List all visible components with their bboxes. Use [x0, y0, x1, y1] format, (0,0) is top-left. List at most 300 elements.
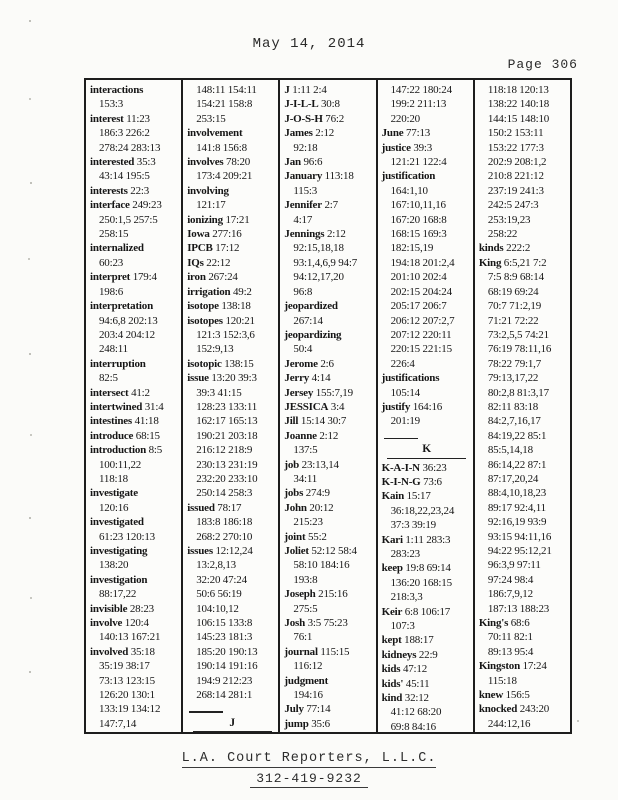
index-term: interest [90, 112, 124, 125]
index-continuation-line: 150:2 153:11 [487, 127, 544, 140]
index-continuation-line: 128:23 133:11 [196, 400, 258, 413]
index-continuation-line: 71:21 72:22 [487, 314, 539, 327]
index-entry-line: interface 249:23 [90, 199, 162, 212]
index-continuation-line: 85:5,14,18 [487, 444, 533, 457]
index-continuation-line: 202:15 204:24 [390, 285, 452, 298]
index-entry-line: June 77:13 [381, 127, 431, 140]
index-continuation-line: 93:15 94:11,16 [487, 530, 552, 543]
index-continuation-line: 258:22 [487, 228, 518, 241]
index-entry-line: journal 115:15 [284, 645, 350, 658]
index-continuation-line: 232:20 233:10 [196, 472, 258, 485]
index-continuation-line: 216:12 218:9 [196, 444, 253, 457]
index-continuation-line: 248:11 [99, 343, 128, 356]
index-term: Joliet [284, 545, 309, 557]
index-continuation-line: 70:7 71:2,19 [487, 300, 542, 313]
index-term: K-A-I-N [381, 461, 420, 474]
index-continuation-line: 220:20 [390, 112, 420, 125]
index-continuation-line: 121:21 122:4 [390, 156, 447, 169]
index-entry-line [90, 299, 180, 313]
index-term: Joseph [284, 588, 316, 601]
index-term: investigating [90, 545, 148, 557]
index-term: jobs [284, 487, 304, 500]
index-entry-line: J-O-S-H 76:2 [284, 112, 345, 125]
index-term: jeopardizing [284, 328, 342, 341]
index-term: kids' [381, 677, 404, 690]
index-continuation-line: 88:17,22 [99, 588, 137, 601]
index-continuation-line: 41:12 68:20 [390, 706, 442, 719]
index-continuation-line: 275:5 [293, 602, 318, 615]
index-continuation-line: 278:24 283:13 [99, 141, 161, 154]
index-entry-line: intestines 41:18 [90, 415, 159, 428]
index-entry-line: job 23:13,14 [284, 458, 339, 471]
index-continuation-line: 37:3 39:19 [390, 519, 436, 532]
index-entry-line: isotopic 138:15 [187, 357, 254, 370]
index-continuation-line: 35:19 38:17 [99, 660, 150, 673]
index-continuation-line: 88:4,10,18,23 [487, 487, 547, 500]
index-continuation-line: 76:19 78:11,16 [487, 343, 552, 356]
index-term: isotope [187, 300, 219, 313]
index-term: jeopardized [284, 300, 338, 313]
index-continuation-line: 133:19 134:12 [99, 703, 161, 716]
index-term: kept [381, 634, 402, 647]
index-continuation-line: 182:15,19 [390, 242, 434, 255]
index-entry-line: ionizing 17:21 [187, 213, 250, 226]
scan-noise [29, 20, 31, 22]
index-term: January [284, 170, 323, 183]
index-entry-line: isotope 138:18 [187, 300, 251, 313]
index-continuation-line: 60:23 [99, 256, 124, 269]
index-term: involves [187, 156, 224, 169]
index-entry-line: iron 267:24 [187, 271, 238, 284]
index-continuation-line: 92:16,19 93:9 [487, 516, 547, 529]
index-entry-line: J-I-L-L 30:8 [284, 98, 340, 111]
index-continuation-line: 116:12 [293, 660, 323, 673]
index-entry-line [90, 515, 180, 529]
index-term: interactions [90, 84, 144, 96]
index-entry-line [187, 184, 277, 198]
index-term: June [381, 127, 404, 140]
index-term: involved [90, 645, 129, 658]
index-term: judgment [284, 674, 329, 687]
section-divider-rule [382, 429, 472, 443]
court-reporter-name: L.A. Court Reporters, L.L.C. [181, 751, 437, 766]
index-continuation-line: 121:17 [196, 199, 226, 212]
page-number: Page 306 [507, 57, 578, 72]
index-entry-line: Kari 1:11 283:3 [381, 533, 451, 546]
index-continuation-line: 147:7,14 [99, 717, 137, 730]
index-entry-line: Kain 15:17 [381, 490, 431, 503]
index-continuation-line: 226:4 [390, 357, 415, 370]
index-continuation-line: 7:5 8:9 68:14 [487, 271, 544, 284]
index-term: Jennifer [284, 199, 322, 212]
section-divider-rule [187, 702, 277, 716]
index-term: investigation [90, 573, 148, 586]
index-term: King's [478, 617, 509, 630]
index-continuation-line: 167:10,11,16 [390, 199, 446, 212]
index-continuation-line: 69:8 84:16 [390, 720, 436, 732]
index-entry-line: issued 78:17 [187, 501, 242, 514]
index-entry-line: kept 188:17 [381, 634, 434, 647]
index-entry-line [90, 241, 180, 255]
index-continuation-line: 87:17,20,24 [487, 472, 539, 485]
index-term: interpretation [90, 300, 153, 313]
index-term: involve [90, 617, 123, 630]
index-entry-line [90, 544, 180, 558]
index-continuation-line: 96:8 [293, 285, 313, 298]
index-continuation-line: 145:23 181:3 [196, 631, 253, 644]
index-continuation-line: 92:18 [293, 141, 318, 154]
index-term: kinds [478, 242, 504, 255]
index-continuation-line: 230:13 231:19 [196, 458, 258, 471]
index-term: isotopes [187, 314, 223, 327]
footer [0, 748, 618, 788]
index-term: JESSICA [284, 400, 329, 413]
index-column-5 [475, 80, 570, 732]
index-column-4 [378, 80, 475, 732]
index-term: Jerry [284, 372, 310, 385]
index-term: Kingston [478, 660, 521, 673]
index-term: J-O-S-H [284, 112, 323, 125]
index-continuation-line: 43:14 195:5 [99, 170, 150, 183]
index-term: iron [187, 271, 206, 284]
index-term: IPCB [187, 242, 213, 255]
index-entry-line: Jan 96:6 [284, 156, 323, 169]
index-term: kind [381, 692, 403, 705]
index-term: James [284, 127, 313, 140]
index-entry-line: Jerome 2:6 [284, 357, 334, 370]
index-entry-line: keep 19:8 69:14 [381, 562, 451, 575]
index-continuation-line: 76:1 [293, 631, 313, 644]
index-continuation-line: 253:19,23 [487, 213, 531, 226]
index-continuation-line: 283:23 [390, 547, 420, 560]
index-continuation-line: 82:5 [99, 372, 118, 385]
index-continuation-line: 267:14 [293, 314, 323, 327]
index-continuation-line: 104:10,12 [196, 602, 239, 615]
index-continuation-line: 89:17 92:4,11 [487, 501, 546, 514]
index-term: irrigation [187, 285, 231, 298]
index-continuation-line: 97:24 98:4 [487, 573, 534, 586]
index-entry-line: joint 55:2 [284, 530, 327, 543]
index-continuation-line: 201:19 [390, 415, 420, 428]
index-continuation-line: 186:7,9,12 [487, 588, 533, 601]
index-entry-line: knew 156:5 [478, 689, 530, 702]
index-column-3 [280, 80, 377, 732]
index-entry-line: justice 39:3 [381, 141, 433, 154]
index-term: investigate [90, 487, 138, 500]
index-entry-line: Jill 15:14 30:7 [284, 415, 347, 428]
index-entry-line: kinds 222:2 [478, 242, 531, 255]
index-entry-line: Joanne 2:12 [284, 429, 339, 442]
index-continuation-line: 136:20 168:15 [390, 576, 452, 589]
index-entry-line [90, 573, 180, 587]
index-continuation-line: 152:9,13 [196, 343, 234, 356]
index-continuation-line: 100:11,22 [99, 458, 142, 471]
index-continuation-line: 194:16 [293, 689, 323, 702]
index-continuation-line: 13:2,8,13 [196, 559, 236, 572]
section-letter: J [193, 717, 272, 732]
index-continuation-line: 185:20 190:13 [196, 645, 258, 658]
index-term: IQs [187, 256, 204, 269]
index-entry-line: isotopes 120:21 [187, 314, 255, 327]
index-entry-line: IPCB 17:12 [187, 242, 240, 255]
index-entry-line: introduction 8:5 [90, 444, 163, 457]
index-term: July [284, 703, 304, 716]
index-entry-line: kidneys 22:9 [381, 648, 438, 661]
index-term: justice [381, 141, 411, 154]
index-term: J [284, 84, 290, 96]
index-continuation-line: 118:18 [99, 472, 128, 485]
index-term: Josh [284, 617, 306, 630]
index-entry-line [382, 371, 472, 385]
index-entry-line: Jennings 2:12 [284, 228, 346, 241]
index-entry-line: interest 11:23 [90, 112, 150, 125]
index-entry-line: involved 35:18 [90, 645, 155, 658]
index-continuation-line: 96:3,9 97:11 [487, 559, 541, 572]
index-term: Joanne [284, 429, 317, 442]
index-continuation-line: 148:11 154:11 [196, 84, 257, 96]
index-continuation-line: 140:13 167:21 [99, 631, 161, 644]
index-term: King [478, 256, 502, 269]
index-entry-line: Joseph 215:16 [284, 588, 348, 601]
index-entry-line: introduce 68:15 [90, 429, 160, 442]
index-term: Kain [381, 490, 405, 503]
index-continuation-line: 220:15 221:15 [390, 343, 452, 356]
index-column-1 [86, 80, 183, 732]
index-entry-line: interested 35:3 [90, 156, 156, 169]
index-continuation-line: 173:4 209:21 [196, 170, 253, 183]
index-continuation-line: 94:12,17,20 [293, 271, 344, 284]
index-entry-line: IQs 22:12 [187, 256, 231, 269]
index-term: job [284, 458, 300, 471]
index-term: interpret [90, 271, 131, 284]
index-continuation-line: 70:11 82:1 [487, 631, 533, 644]
index-term: Jan [284, 156, 301, 169]
index-term: knew [478, 689, 504, 702]
index-continuation-line: 183:8 186:18 [196, 516, 253, 529]
index-entry-line: January 113:18 [284, 170, 354, 183]
index-continuation-line: 39:3 41:15 [196, 386, 242, 399]
index-entry-line: JESSICA 3:4 [284, 400, 345, 413]
index-term: knocked [478, 703, 518, 716]
index-entry-line: issues 12:12,24 [187, 545, 253, 557]
index-term: Jill [284, 415, 299, 428]
index-entry-line [284, 299, 374, 313]
index-continuation-line: 190:14 191:16 [196, 660, 258, 673]
index-term: Iowa [187, 228, 210, 241]
index-continuation-line: 250:1,5 257:5 [99, 213, 158, 226]
index-continuation-line: 137:5 [293, 444, 318, 457]
word-index-table [84, 78, 572, 734]
index-entry-line [90, 486, 180, 500]
index-continuation-line: 86:14,22 87:1 [487, 458, 547, 471]
index-continuation-line: 121:3 152:3,6 [196, 328, 255, 341]
index-continuation-line: 94:22 95:12,21 [487, 545, 552, 557]
index-entry-line: kids' 45:11 [381, 677, 430, 690]
index-continuation-line: 190:21 203:18 [196, 429, 258, 442]
index-continuation-line: 138:20 [99, 559, 129, 572]
index-term: ionizing [187, 213, 223, 226]
index-term: kidneys [381, 648, 417, 661]
index-continuation-line: 78:22 79:1,7 [487, 357, 542, 370]
index-continuation-line: 198:6 [99, 285, 124, 298]
index-continuation-line: 36:18,22,23,24 [390, 504, 455, 517]
index-continuation-line: 193:8 [293, 573, 318, 586]
index-entry-line [90, 83, 180, 97]
index-term: introduction [90, 444, 147, 457]
index-term: keep [381, 562, 403, 575]
index-entry-line: Jersey 155:7,19 [284, 386, 353, 399]
index-continuation-line: 268:2 270:10 [196, 530, 253, 543]
index-continuation-line: 107:3 [390, 620, 415, 632]
index-continuation-line: 115:3 [293, 184, 318, 197]
index-continuation-line: 199:2 211:13 [390, 98, 447, 111]
index-continuation-line: 94:6,8 202:13 [99, 314, 158, 327]
index-entry-line: Jennifer 2:7 [284, 199, 338, 212]
index-entry-line: Keir 6:8 106:17 [381, 605, 451, 618]
index-continuation-line: 79:13,17,22 [487, 372, 539, 385]
index-entry-line [90, 357, 180, 371]
index-continuation-line: 186:3 226:2 [99, 127, 150, 140]
index-continuation-line: 34:11 [293, 472, 318, 485]
index-continuation-line: 244:12,16 [487, 717, 531, 730]
index-continuation-line: 50:4 [293, 343, 313, 356]
index-term: journal [284, 645, 318, 658]
index-continuation-line: 242:5 247:3 [487, 199, 539, 212]
index-continuation-line: 92:15,18,18 [293, 242, 344, 255]
index-continuation-line: 115:18 [487, 674, 517, 687]
index-continuation-line: 120:16 [99, 501, 129, 514]
index-term: issues [187, 545, 213, 557]
index-continuation-line: 154:21 158:8 [196, 98, 253, 111]
document-date: May 14, 2014 [252, 36, 366, 52]
index-entry-line: jump 35:6 [284, 717, 330, 730]
index-continuation-line: 58:10 184:16 [293, 559, 350, 572]
index-entry-line: knocked 243:20 [478, 703, 550, 716]
index-entry-line: involves 78:20 [187, 156, 251, 169]
index-continuation-line: 207:12 220:11 [390, 328, 452, 341]
index-entry-line: J 1:11 2:4 [284, 84, 327, 96]
index-continuation-line: 203:4 204:12 [99, 328, 155, 341]
index-entry-line: justify 164:16 [381, 400, 443, 413]
index-entry-line: intersect 41:2 [90, 386, 150, 399]
index-continuation-line: 50:6 56:19 [196, 588, 242, 601]
index-term: Jersey [284, 386, 314, 399]
index-entry-line: Jerry 4:14 [284, 372, 331, 385]
index-continuation-line: 153:22 177:3 [487, 141, 544, 154]
index-term: John [284, 501, 307, 514]
index-term: issued [187, 501, 215, 514]
index-term: intersect [90, 386, 129, 399]
index-term: invisible [90, 602, 128, 615]
index-term: interface [90, 199, 130, 212]
index-entry-line: interpret 179:4 [90, 271, 157, 284]
index-continuation-line: 84:2,7,16,17 [487, 415, 541, 428]
index-entry-line: John 20:12 [284, 501, 334, 514]
index-term: kids [381, 663, 401, 676]
index-continuation-line: 153:3 [99, 98, 124, 111]
index-continuation-line: 253:15 [196, 112, 226, 125]
index-term: issue [187, 372, 209, 385]
index-continuation-line: 32:20 47:24 [196, 573, 247, 586]
index-continuation-line: 215:23 [293, 516, 323, 529]
index-term: interested [90, 156, 135, 169]
court-reporter-phone: 312-419-9232 [250, 771, 368, 788]
index-continuation-line: 73:2,5,5 74:21 [487, 328, 549, 341]
index-continuation-line: 202:9 208:1,2 [487, 156, 547, 169]
index-continuation-line: 89:13 95:4 [487, 645, 534, 658]
index-continuation-line: 206:12 207:2,7 [390, 314, 455, 327]
index-continuation-line: 73:13 123:15 [99, 674, 155, 687]
index-continuation-line: 205:17 206:7 [390, 300, 447, 313]
index-continuation-line: 144:15 148:10 [487, 112, 550, 125]
index-term: intestines [90, 415, 133, 428]
index-continuation-line: 250:14 258:3 [196, 487, 253, 500]
index-entry-line: King's 68:6 [478, 617, 530, 630]
index-term: Jerome [284, 357, 318, 370]
index-term: involvement [187, 127, 243, 140]
index-term: Keir [381, 605, 403, 618]
index-term: introduce [90, 429, 134, 442]
index-entry-line: issue 13:20 39:3 [187, 372, 257, 385]
index-term: internalized [90, 242, 144, 255]
index-entry-line: K-A-I-N 36:23 [381, 461, 447, 474]
index-continuation-line: 201:10 202:4 [390, 271, 447, 284]
index-entry-line [382, 169, 472, 183]
index-term: justifications [381, 372, 440, 385]
index-term: J-I-L-L [284, 98, 319, 111]
index-continuation-line: 106:15 133:8 [196, 617, 253, 630]
index-entry-line [284, 328, 374, 342]
index-term: Jennings [284, 228, 325, 241]
index-continuation-line: 4:17 [293, 213, 313, 226]
index-entry-line: Joliet 52:12 58:4 [284, 545, 357, 557]
index-column-2 [183, 80, 280, 732]
index-continuation-line: 105:14 [390, 386, 420, 399]
index-entry-line: July 77:14 [284, 703, 331, 716]
index-term: justify [381, 400, 411, 413]
index-continuation-line: 168:15 169:3 [390, 228, 447, 241]
index-entry-line: invisible 28:23 [90, 602, 154, 615]
index-continuation-line: 68:19 69:24 [487, 285, 539, 298]
index-continuation-line: 147:22 180:24 [390, 84, 452, 96]
index-continuation-line: 268:14 281:1 [196, 689, 253, 702]
index-term: justification [381, 170, 436, 183]
index-entry-line: kind 32:12 [381, 692, 429, 705]
index-term: investigated [90, 516, 144, 529]
index-entry-line: intertwined 31:4 [90, 400, 164, 413]
index-entry-line: irrigation 49:2 [187, 285, 252, 298]
index-term: interests [90, 184, 128, 197]
index-continuation-line: 218:3,3 [390, 591, 423, 604]
index-term: K-I-N-G [381, 475, 421, 488]
index-entry-line: jobs 274:9 [284, 487, 330, 500]
index-entry-line: involve 120:4 [90, 617, 149, 630]
index-term: isotopic [187, 357, 222, 370]
index-term: jump [284, 717, 309, 730]
index-entry-line: Iowa 277:16 [187, 228, 242, 241]
index-entry-line: interests 22:3 [90, 184, 150, 197]
index-continuation-line: 138:22 140:18 [487, 98, 550, 111]
index-term: joint [284, 530, 306, 543]
index-continuation-line: 258:15 [99, 228, 129, 241]
index-continuation-line: 82:11 83:18 [487, 400, 539, 413]
index-continuation-line: 84:19,22 85:1 [487, 429, 547, 442]
index-continuation-line: 141:8 156:8 [196, 141, 247, 154]
index-continuation-line: 164:1,10 [390, 184, 428, 197]
index-entry-line: James 2:12 [284, 127, 335, 140]
index-continuation-line: 194:18 201:2,4 [390, 256, 455, 269]
index-term: intertwined [90, 400, 143, 413]
